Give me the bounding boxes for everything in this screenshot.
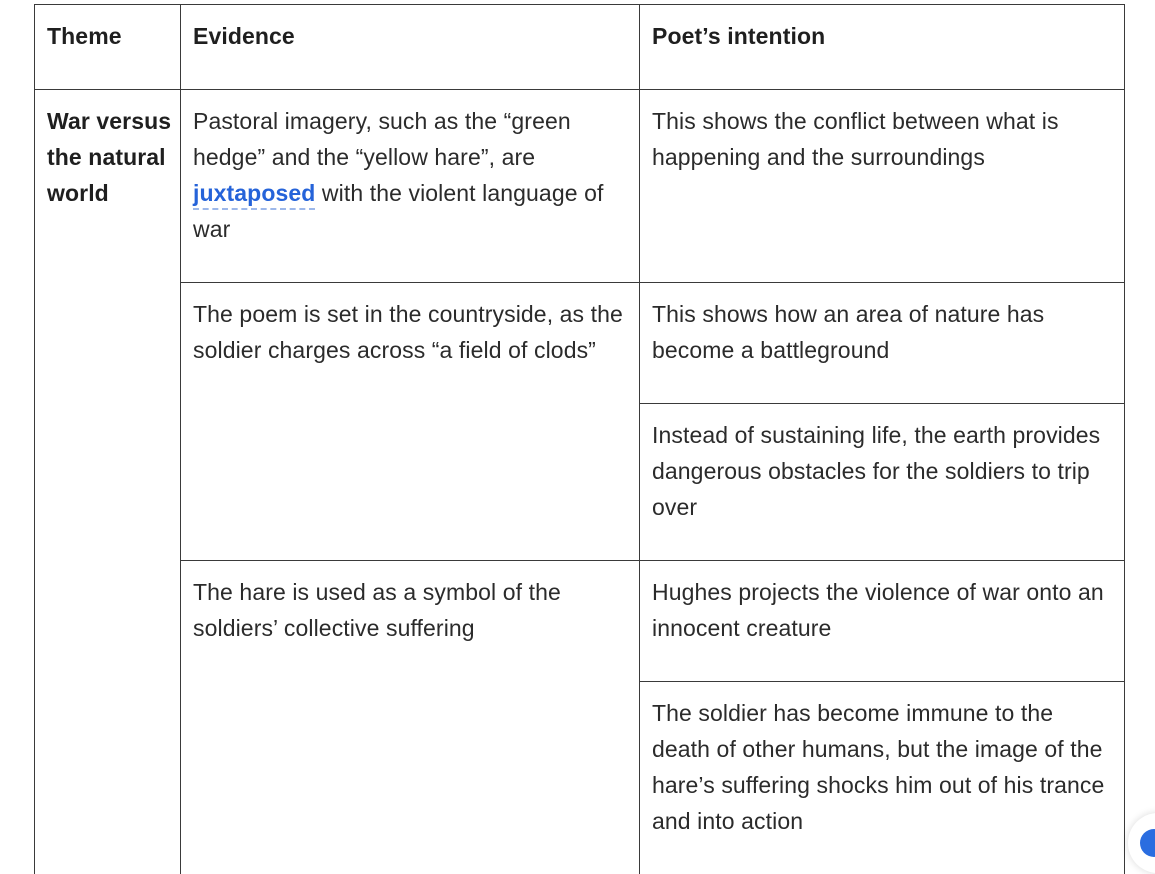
- header-bottom-border: [34, 89, 1125, 90]
- row1-intention: This shows the conflict between what is happening and the surroundings: [652, 108, 1059, 170]
- row1-evidence-text-after: with the violent language of war: [193, 180, 604, 242]
- column-divider-1: [180, 4, 181, 874]
- row3-intention-divider: [639, 681, 1125, 682]
- juxtaposed-glossary-link[interactable]: juxtaposed: [193, 180, 316, 206]
- table-right-border: [1124, 4, 1125, 874]
- row2-intention-1: This shows how an area of nature has become a battleground: [652, 301, 1045, 363]
- table-top-border: [34, 4, 1125, 5]
- header-evidence: Evidence: [193, 23, 295, 49]
- row2-intention-divider: [639, 403, 1125, 404]
- row3-evidence: The hare is used as a symbol of the soldiers’ collective suffering: [193, 579, 561, 641]
- header-poets-intention: Poet’s intention: [652, 23, 826, 49]
- theme-cell: War versus the natural world: [47, 108, 172, 206]
- row1-evidence: [193, 103, 629, 247]
- row1-bottom-border: [180, 282, 1125, 283]
- row2-bottom-border: [180, 560, 1125, 561]
- row2-evidence: The poem is set in the countryside, as the soldier charges across “a field of clods”: [193, 301, 623, 363]
- row2-intention-2: Instead of sustaining life, the earth provides dangerous obstacles for the soldiers to trip over: [652, 422, 1101, 520]
- row3-intention-1: Hughes projects the violence of war onto an innocent creature: [652, 579, 1104, 641]
- table-left-border: [34, 4, 35, 874]
- header-theme: Theme: [47, 23, 122, 49]
- row1-evidence-text-before: Pastoral imagery, such as the “green hedge” and the “yellow hare”, are: [193, 108, 571, 170]
- row3-intention-2: The soldier has become immune to the death of other humans, but the image of the hare’s suffering shocks him out of his trance and into action: [652, 700, 1105, 834]
- column-divider-2: [639, 4, 640, 874]
